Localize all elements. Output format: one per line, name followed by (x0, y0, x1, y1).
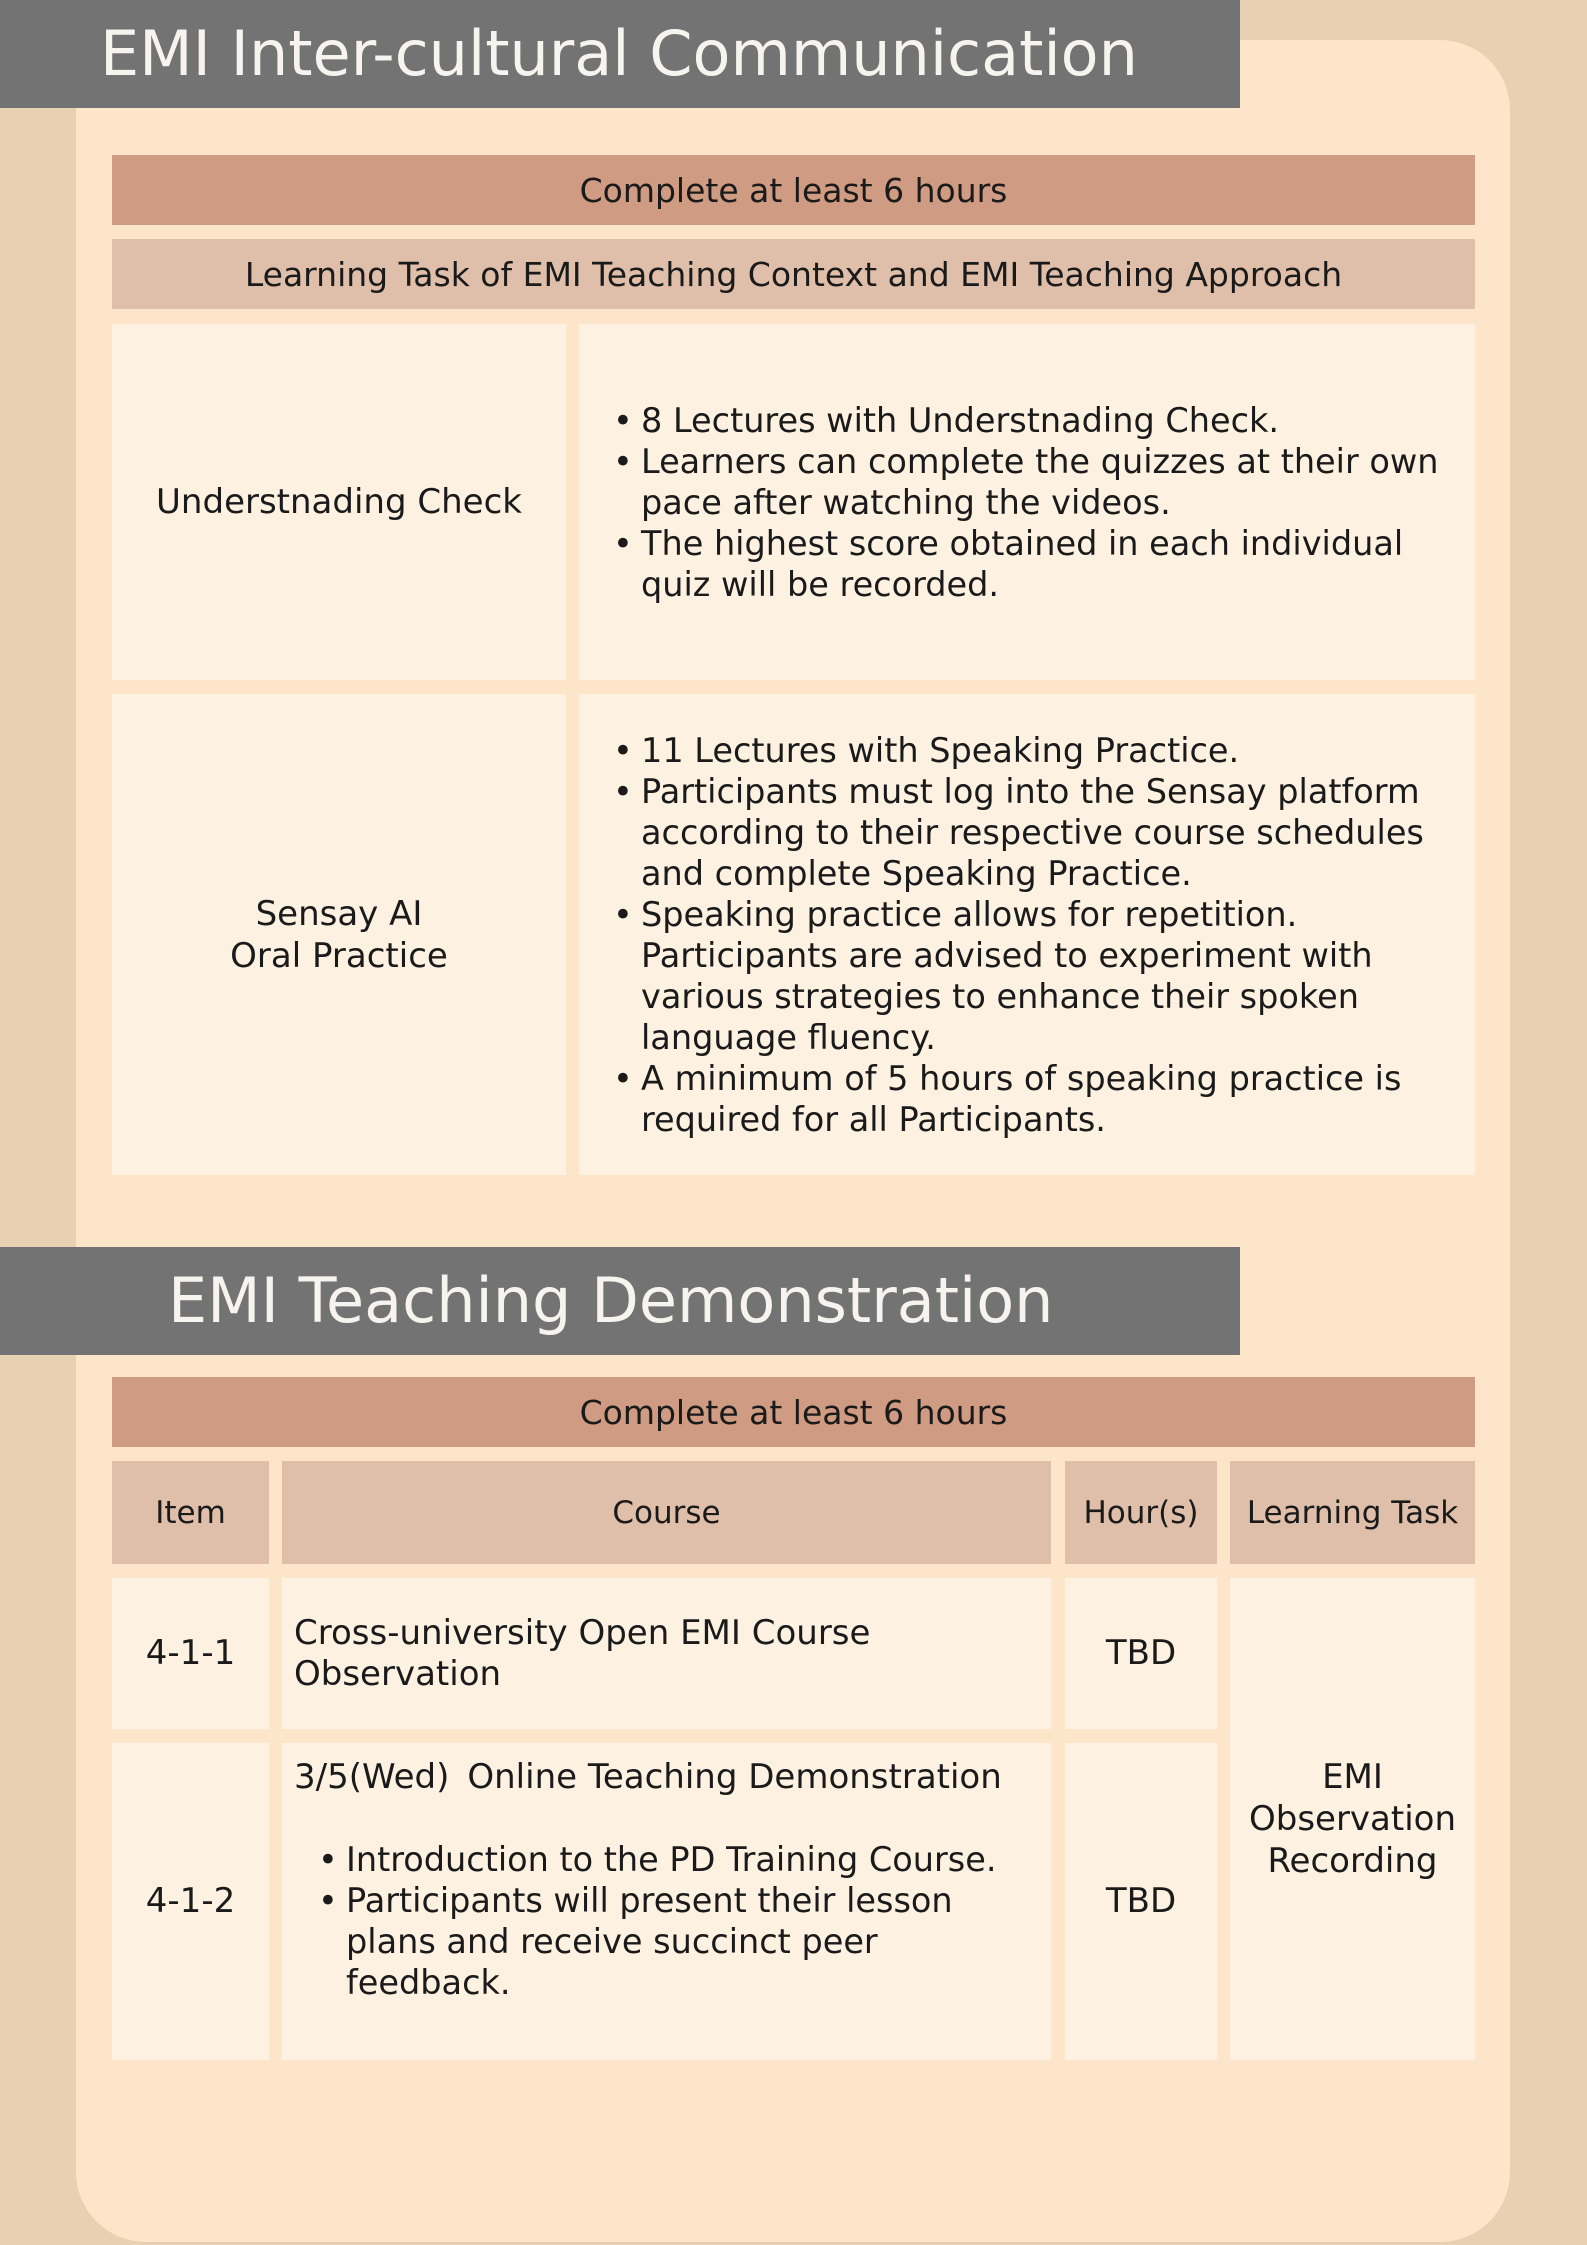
course-cell (282, 1578, 1051, 1729)
course-title-line: Cross-university Open EMI Course (294, 1612, 871, 1653)
list-item: • Participants will present their lesson plans and receive succinct peer feedback. (318, 1880, 1051, 2003)
row-details-sensay (579, 694, 1475, 1175)
section-title-demonstration: EMI Teaching Demonstration (0, 1247, 1240, 1355)
column-header-learning-task: Learning Task (1230, 1461, 1475, 1564)
course-date: 3/5(Wed) (294, 1757, 450, 1797)
course-session-heading (294, 1757, 1051, 1798)
hours-value: TBD (1065, 1743, 1217, 2060)
list-item: • The highest score obtained in each individual quiz will be recorded. (613, 523, 1439, 605)
bullet-list (294, 1839, 1051, 2003)
bullet-list (613, 400, 1439, 605)
item-id: 4-1-1 (112, 1578, 269, 1729)
section-title-intercultural: EMI Inter-cultural Communication (0, 0, 1240, 108)
row-label-sensay (112, 694, 566, 1175)
learning-task-line: Observation (1248, 1799, 1457, 1839)
course-title-line: Observation (294, 1653, 502, 1694)
list-item: • A minimum of 5 hours of speaking practice is required for all Participants. (613, 1058, 1439, 1140)
course-cell (282, 1743, 1051, 2060)
hours-value: TBD (1065, 1578, 1217, 1729)
row-label-understanding-check (112, 324, 566, 680)
requirement-banner: Complete at least 6 hours (112, 155, 1475, 225)
list-item: • Introduction to the PD Training Course. (318, 1839, 1051, 1880)
item-id: 4-1-2 (112, 1743, 269, 2060)
row-label-line: Oral Practice (230, 935, 448, 976)
list-item: • Participants must log into the Sensay platform according to their respective course schedules and complete Speaking Practice. (613, 771, 1439, 894)
list-item: • 8 Lectures with Understnading Check. (613, 400, 1439, 441)
column-header-hours: Hour(s) (1065, 1461, 1217, 1564)
column-header-item: Item (112, 1461, 269, 1564)
bullet-list (613, 730, 1439, 1140)
row-details-understanding-check (579, 324, 1475, 680)
list-item: • 11 Lectures with Speaking Practice. (613, 730, 1439, 771)
row-label-line: Understnading Check (156, 482, 522, 522)
column-header-course: Course (282, 1461, 1051, 1564)
course-title: Online Teaching Demonstration (467, 1757, 1002, 1797)
list-item: • Speaking practice allows for repetition. Participants are advised to experiment with various strategies to enhance their spoken language fluency. (613, 894, 1439, 1058)
row-label-line: Sensay AI (255, 893, 423, 934)
list-item: • Learners can complete the quizzes at their own pace after watching the videos. (613, 441, 1439, 523)
requirement-banner: Complete at least 6 hours (112, 1377, 1475, 1447)
learning-task-line: EMI (1322, 1757, 1383, 1797)
learning-task-cell (1230, 1578, 1475, 2060)
learning-task-subtitle: Learning Task of EMI Teaching Context and EMI Teaching Approach (112, 239, 1475, 309)
learning-task-line: Recording (1267, 1841, 1438, 1881)
